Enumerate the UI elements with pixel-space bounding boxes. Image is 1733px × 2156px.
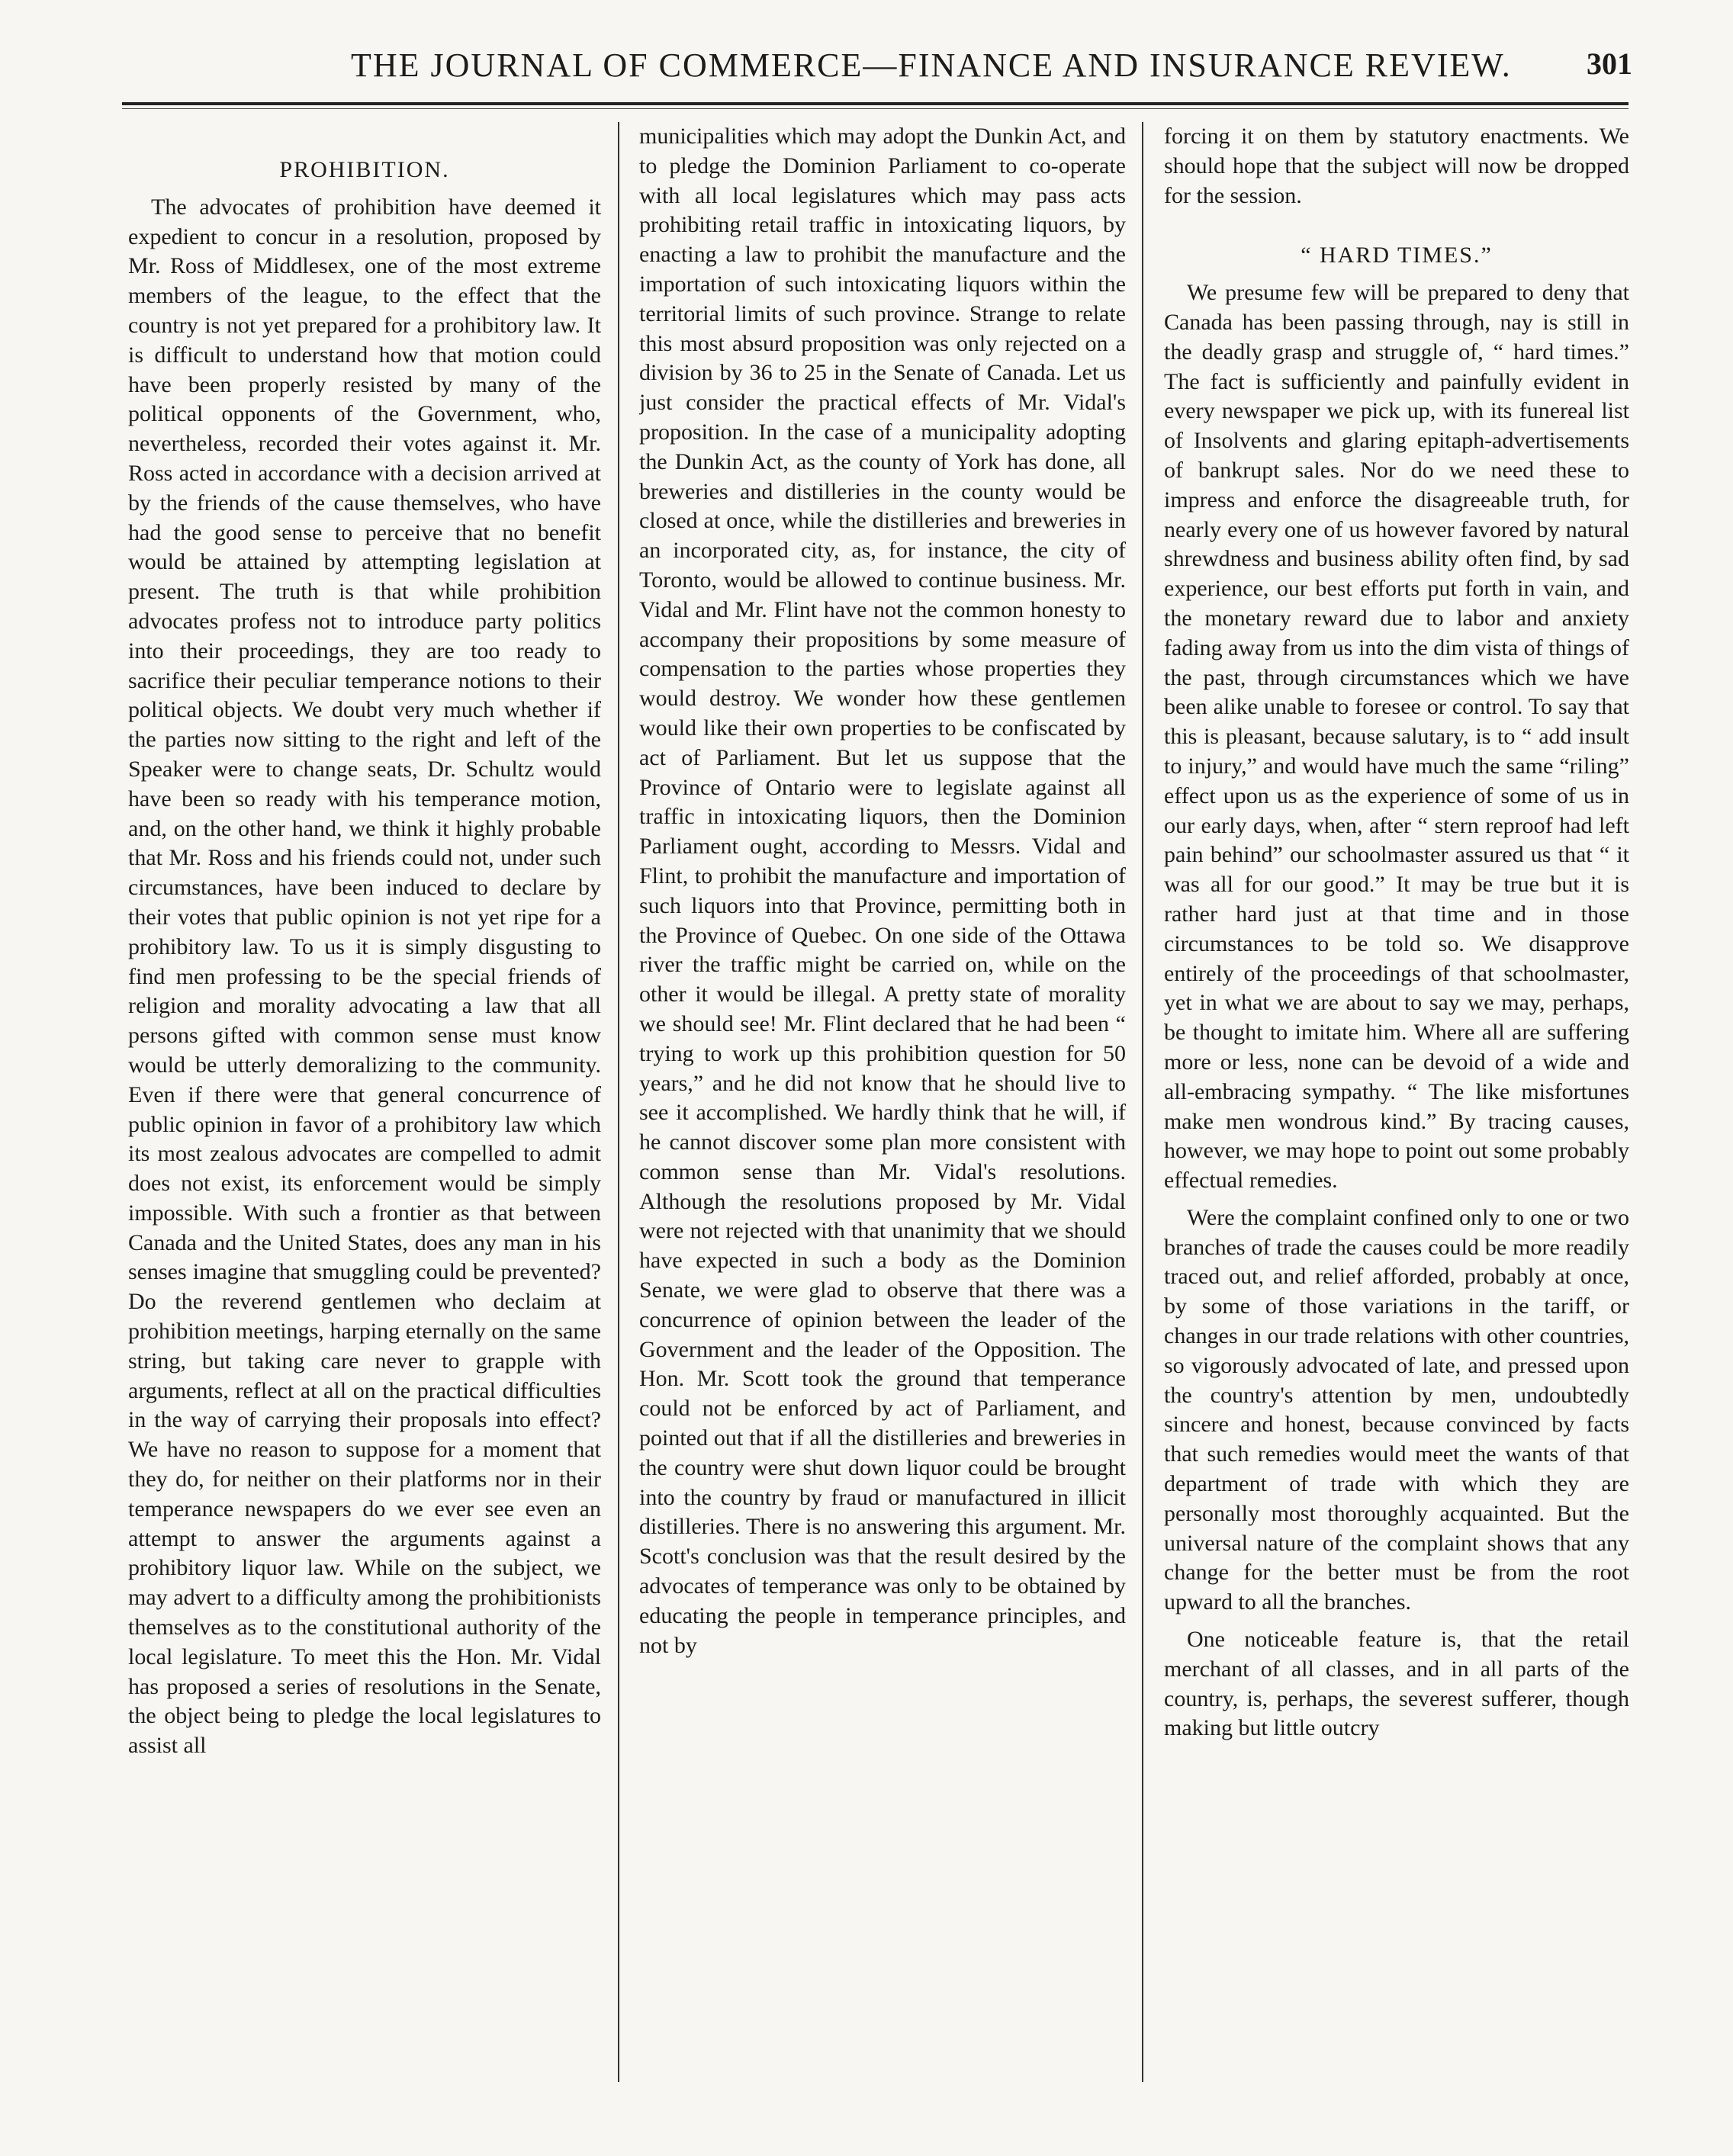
article-paragraph-continued: municipalities which may adopt the Dunkin Act, and to pledge the Dominion Parliament to co-operate with all local legislatures which may pass acts prohibiting retail traffic in intoxicating liquors, by enacting a law to prohibit the manufacture and the importation of such intoxicating liquors within the territorial limits of such province. Strange to relate this most absurd proposition was only rejected on a division by 36 to 25 in the Senate of Canada. Let us just consider the practical effects of Mr. Vidal's proposition. In the case of a municipality adopting the Dunkin Act, as the county of York has done, all breweries and distilleries in the county would be closed at once, while the distilleries and breweries in an incorporated city, as, for instance, the city of Toronto, would be allowed to continue business. Mr. Vidal and Mr. Flint have not the common honesty to accompany their propositions by some measure of compensation to the parties whose properties they would destroy. We wonder how these gentlemen would like their own properties to be confiscated by act of Parliament. But let us suppose that the Province of Ontario were to legislate against all traffic in intoxicating liquors, then the Dominion Parliament ought, according to Messrs. Vidal and Flint, to prohibit the manufacture and importation of such liquors into that Province, permitting both in the Province of Quebec. On one side of the Ottawa river the traffic might be carried on, while on the other it would be illegal. A pretty state of morality we should see! Mr. Flint declared that he had been “ trying to work up this prohibition question for 50 years,” and he did not know that he should live to see it accomplished. We hardly think that he will, if he cannot discover some plan more consistent with common sense than Mr. Vidal's resolutions. Although the resolutions proposed by Mr. Vidal were not rejected with that unanimity that we should have expected in such a body as the Dominion Senate, we were glad to observe that there was a concurrence of opinion between the leader of the Government and the leader of the Opposition. The Hon. Mr. Scott took the ground that temperance could not be enforced by act of Parliament, and pointed out that if all the distilleries and breweries in the country were shut down liquor could be brought into the country by fraud or manufactured in illicit distilleries. There is no answering this argument. Mr. Scott's conclusion was that the result desired by the advocates of temperance was only to be obtained by educating the people in temperance principles, and not by	[639, 124, 1126, 1658]
article-paragraph: One noticeable feature is, that the retail merchant of all classes, and in all parts of the country, is, perhaps, the severest sufferer, though making but little outcry	[1164, 1627, 1629, 1741]
column-divider	[618, 122, 619, 2082]
column-divider	[1142, 122, 1143, 2082]
column-3	[1164, 122, 1629, 1751]
page-header	[122, 46, 1632, 92]
article-heading-prohibition: PROHIBITION.	[279, 157, 450, 182]
column-1	[128, 122, 601, 1769]
journal-title: THE JOURNAL OF COMMERCE—FINANCE AND INSURANCE REVIEW.	[351, 47, 1512, 84]
page-number: 301	[1587, 47, 1632, 81]
article-paragraph: The advocates of prohibition have deemed it expedient to concur in a resolution, proposed by Mr. Ross of Middlesex, one of the most extreme members of the league, to the effect that the country is not yet prepared for a prohibitory law. It is difficult to understand how that motion could have been properly resisted by many of the political opponents of the Government, who, nevertheless, recorded their votes against it. Mr. Ross acted in accordance with a decision arrived at by the friends of the cause themselves, who have had the good sense to perceive that no benefit would be attained by attempting legislation at present. The truth is that while prohibition advocates profess not to introduce party politics into their proceedings, they are too ready to sacrifice their peculiar temperance notions to their political objects. We doubt very much whether if the parties now sitting to the right and left of the Speaker were to change seats, Dr. Schultz would have been so ready with his temperance motion, and, on the other hand, we think it highly probable that Mr. Ross and his friends could not, under such circumstances, have been induced to declare by their votes that public opinion is not yet ripe for a prohibitory law. To us it is simply disgusting to find men professing to be the special friends of religion and morality advocating a law that all persons gifted with common sense must know would be utterly demoralizing to the community. Even if there were that general concurrence of public opinion in favor of a prohibitory law which its most zealous advocates are compelled to admit does not exist, its enforcement would be simply impossible. With such a frontier as that between Canada and the United States, does any man in his senses imagine that smuggling could be prevented? Do the reverend gentlemen who declaim at prohibition meetings, harping eternally on the same string, but taking care never to grapple with arguments, reflect at all on the practical difficulties in the way of carrying their proposals into effect? We have no reason to suppose for a moment that they do, for neither on their platforms nor in their temperance newspapers do we ever see even an attempt to answer the arguments against a prohibitory liquor law. While on the subject, we may advert to a difficulty among the prohibitionists themselves as to the constitutional authority of the local legislature. To meet this the Hon. Mr. Vidal has proposed a series of resolutions in the Senate, the object being to pledge the local legislatures to assist all	[128, 194, 601, 1759]
article-paragraph-continued: forcing it on them by statutory enactments. We should hope that the subject will now be dropped for the session.	[1164, 124, 1629, 208]
article-paragraph: Were the complaint confined only to one or two branches of trade the causes could be more readily traced out, and relief afforded, probably at once, by some of those variations in the tariff, or changes in our trade relations with other countries, so vigorously advocated of late, and pressed upon the country's attention by men, undoubtedly sincere and honest, because convinced by facts that such remedies would meet the wants of that department of trade with which they are personally most thoroughly acquainted. But the universal nature of the complaint shows that any change for the better must be from the root upward to all the branches.	[1164, 1204, 1629, 1615]
article-heading-hard-times: “ HARD TIMES.”	[1301, 243, 1493, 268]
article-paragraph: We presume few will be prepared to deny that Canada has been passing through, nay is still in the deadly grasp and struggle of, “ hard times.” The fact is sufficiently and painfully evident in every newspaper we pick up, with its funereal list of Insolvents and glaring epitaph-advertisements of bankrupt sales. Nor do we need these to impress and enforce the disagreeable truth, for nearly every one of us however favored by natural shrewdness and business ability often find, by sad experience, our best efforts put forth in vain, and the monetary reward due to labor and anxiety fading away from us into the dim vista of things of the past, through circumstances which we have been alike unable to foresee or control. To say that this is pleasant, because salutary, is to “ add insult to injury,” and would have much the same “riling” effect upon us as the experience of some of us in our early days, when, after “ stern reproof had left pain behind” our schoolmaster assured us that “ it was all for our good.” It may be true but it is rather hard just at that time and in those circumstances to be told so. We disapprove entirely of the proceedings of that schoolmaster, yet in what we are about to say we may, perhaps, be thought to imitate him. Where all are suffering more or less, none can be devoid of a wide and all-embracing sympathy. “ The like misfortunes make men wondrous kind.” By tracing causes, however, we may hope to point out some probably effectual remedies.	[1164, 280, 1629, 1194]
header-rule	[122, 102, 1629, 105]
column-2	[639, 122, 1126, 1668]
header-rule-thin	[122, 108, 1629, 109]
